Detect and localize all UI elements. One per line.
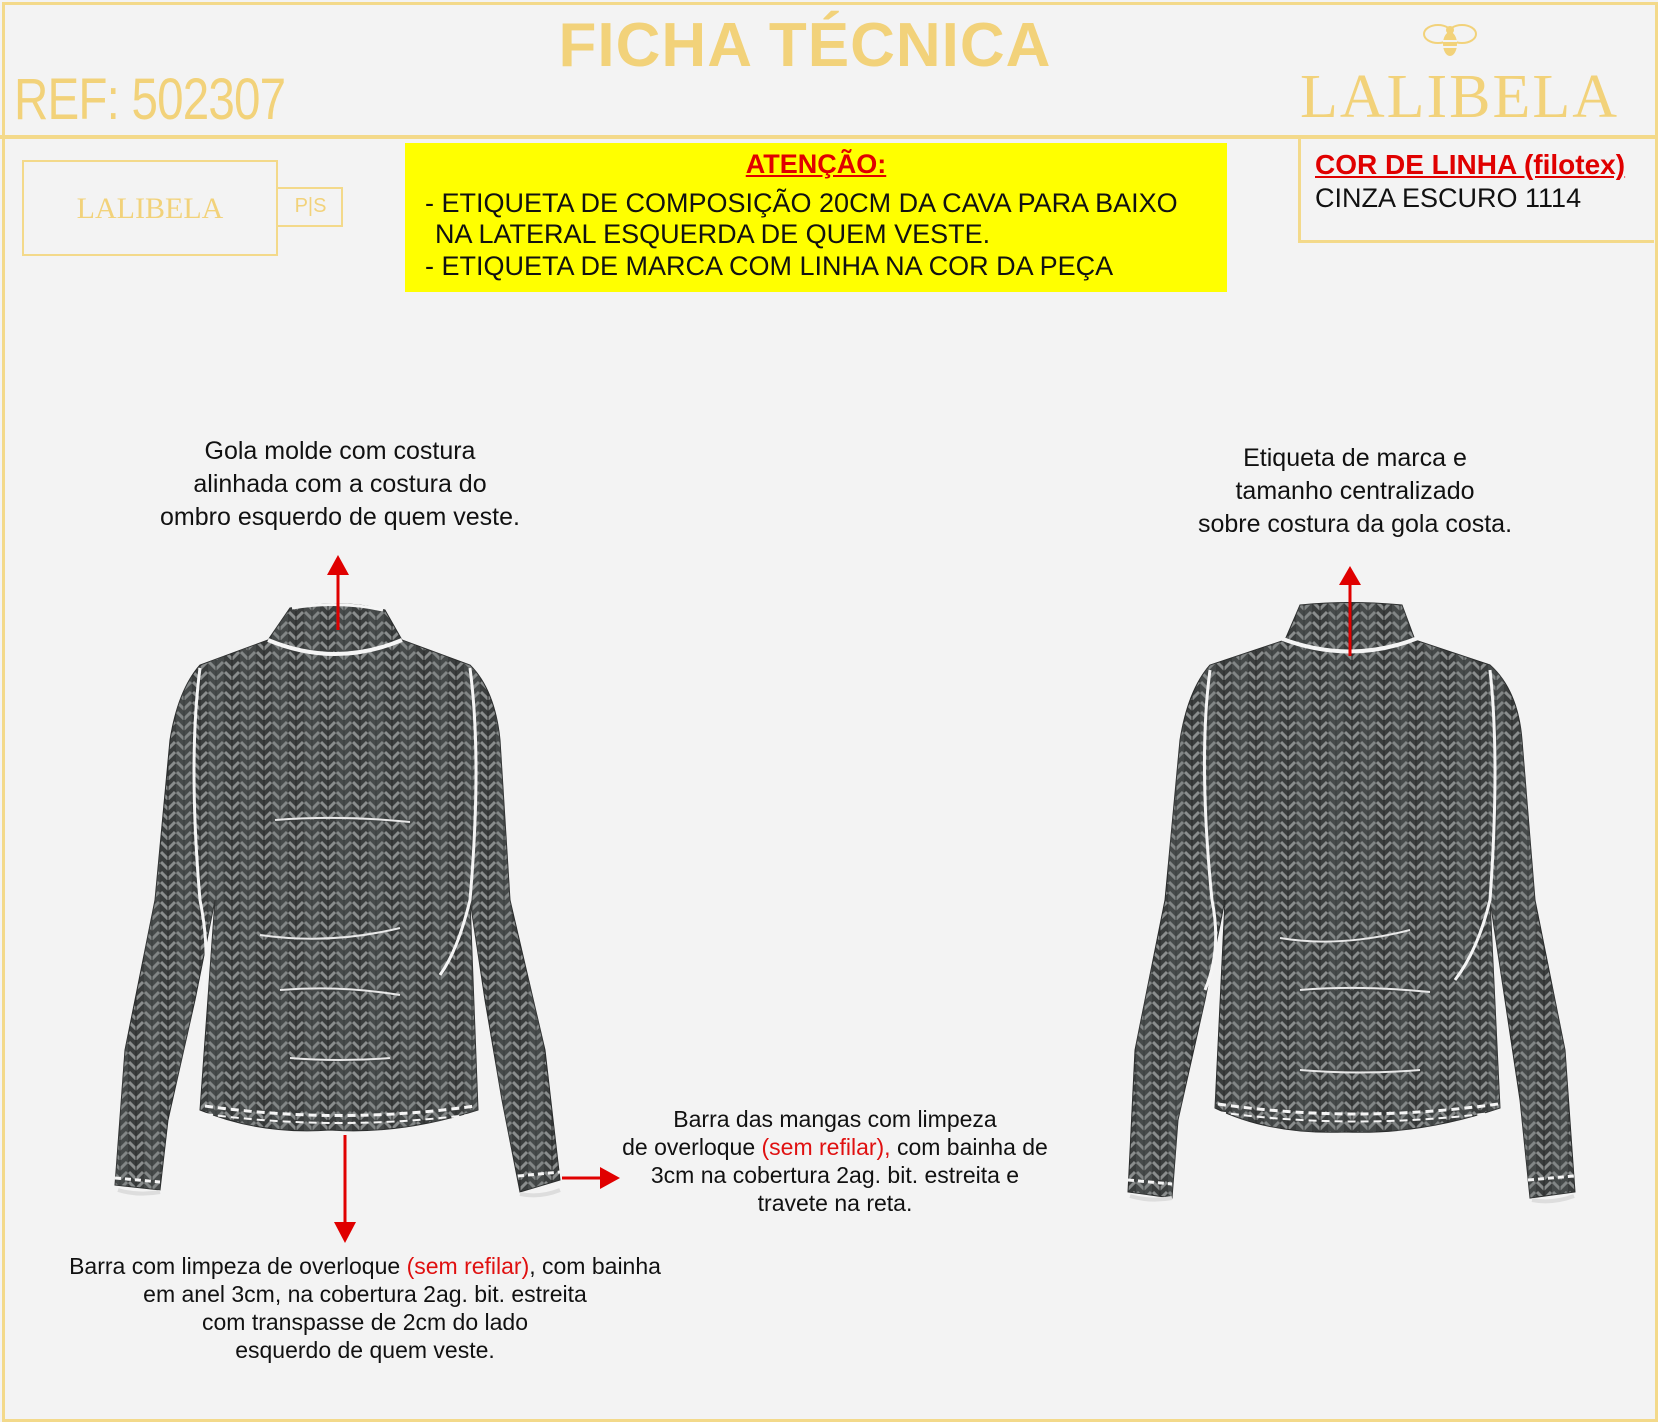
note-line: alinhada com a costura do: [193, 470, 487, 498]
reference-code: REF: 502307: [14, 67, 286, 132]
note-line: 3cm na cobertura 2ag. bit. estreita e: [650, 1162, 1020, 1188]
arrow-head: [1339, 566, 1361, 585]
attention-line: NA LATERAL ESQUERDA DE QUEM VESTE.: [435, 219, 991, 249]
note-line: Barra das mangas com limpeza: [673, 1106, 997, 1132]
brand-logo: LALIBELA: [1300, 63, 1620, 131]
note-line: com transpasse de 2cm do lado: [201, 1309, 528, 1335]
note-line: ombro esquerdo de quem veste.: [160, 503, 520, 531]
note-text: com bainha de: [890, 1134, 1048, 1160]
thread-color-title: COR DE LINHA (filotex): [1315, 149, 1626, 180]
arrow-head: [334, 1222, 356, 1243]
note-text: de overloque: [622, 1134, 762, 1160]
attention-line: - ETIQUETA DE COMPOSIÇÃO 20CM DA CAVA PARA BAIXO: [425, 188, 1178, 218]
note-line: em anel 3cm, na cobertura 2ag. bit. estreita: [143, 1281, 587, 1307]
label-brand-text: LALIBELA: [76, 192, 224, 225]
back-sweater: [1128, 603, 1575, 1202]
thread-color-value: CINZA ESCURO 1114: [1315, 183, 1582, 213]
arrow-head: [600, 1167, 620, 1189]
note-highlight: (sem refilar),: [761, 1134, 891, 1160]
front-sweater: [115, 603, 560, 1195]
note-line: Etiqueta de marca e: [1243, 444, 1467, 472]
note-text: , com bainha: [529, 1253, 661, 1279]
attention-line: - ETIQUETA DE MARCA COM LINHA NA COR DA PEÇA: [425, 251, 1114, 281]
note-text: Barra com limpeza de overloque: [69, 1253, 407, 1279]
attention-title: ATENÇÃO:: [745, 149, 887, 179]
note-line: esquerdo de quem veste.: [235, 1337, 495, 1363]
size-label-text: P|S: [294, 195, 327, 217]
note-highlight: (sem refilar): [406, 1253, 530, 1279]
note-line: tamanho centralizado: [1235, 477, 1475, 505]
page-title: FICHA TÉCNICA: [558, 11, 1052, 80]
arrow-head: [327, 555, 349, 575]
note-line: sobre costura da gola costa.: [1197, 510, 1513, 538]
note-line: travete na reta.: [757, 1190, 913, 1216]
note-line: Gola molde com costura: [204, 437, 476, 465]
